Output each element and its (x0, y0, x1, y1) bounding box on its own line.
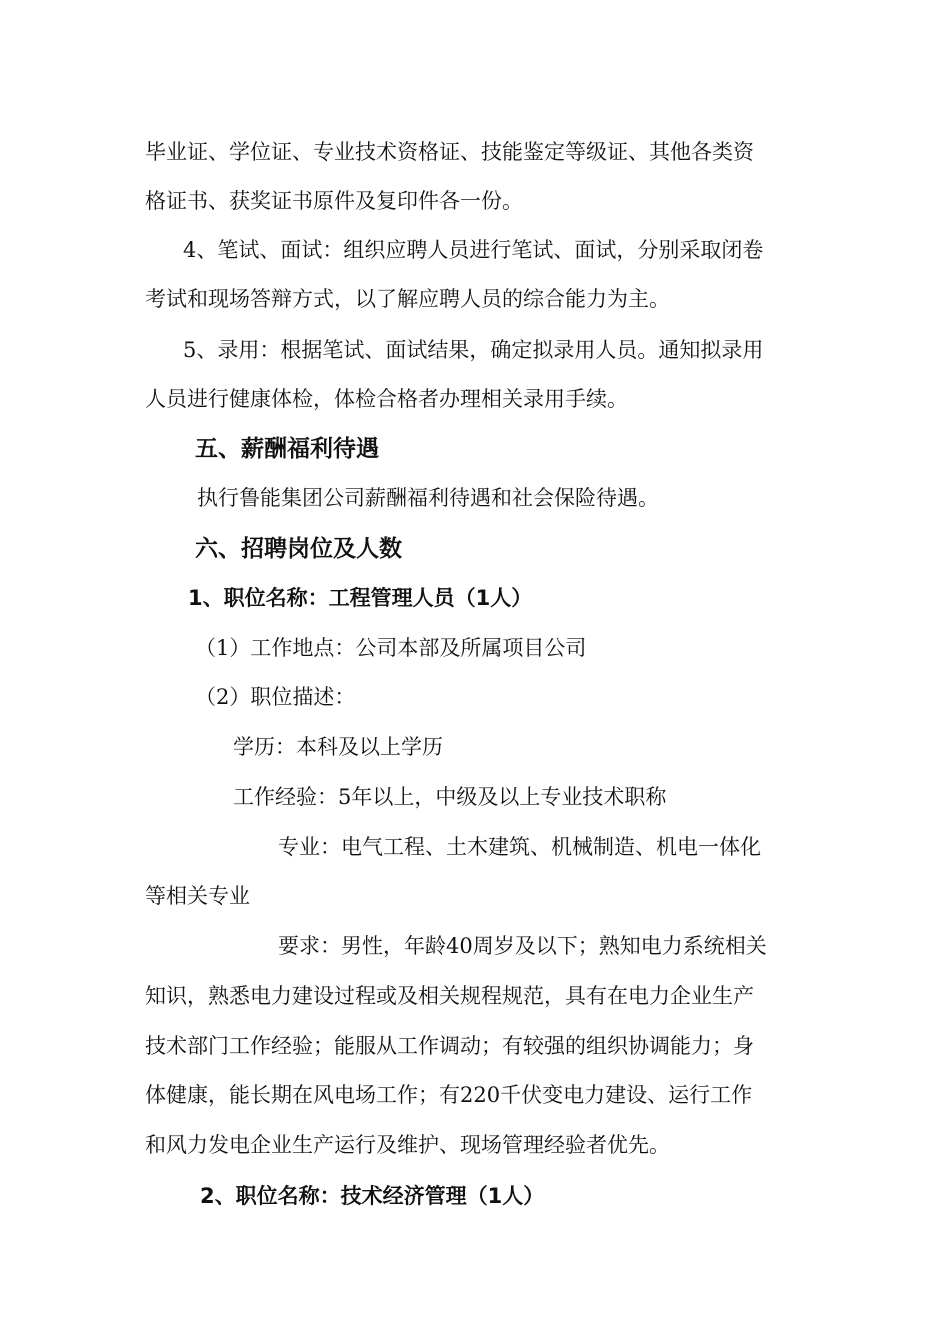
paragraph-line: 等相关专业 (145, 884, 250, 908)
paragraph-line: 4、笔试、面试：组织应聘人员进行笔试、面试，分别采取闭卷 (183, 238, 764, 262)
section-heading-6: 六、招聘岗位及人数 (195, 536, 402, 562)
paragraph-line: 毕业证、学位证、专业技术资格证、技能鉴定等级证、其他各类资 (145, 140, 754, 164)
position-title-1: 1、职位名称：工程管理人员（1人） (188, 586, 533, 610)
paragraph-line: 执行鲁能集团公司薪酬福利待遇和社会保险待遇。 (197, 486, 659, 510)
paragraph-line: （2）职位描述： (195, 685, 356, 709)
paragraph-line: 格证书、获奖证书原件及复印件各一份。 (145, 189, 523, 213)
paragraph-line: 考试和现场答辩方式，以了解应聘人员的综合能力为主。 (145, 287, 670, 311)
paragraph-line: 5、录用：根据笔试、面试结果，确定拟录用人员。通知拟录用 (183, 338, 764, 362)
section-heading-5: 五、薪酬福利待遇 (195, 436, 379, 462)
paragraph-line: （1）工作地点：公司本部及所属项目公司 (195, 636, 587, 660)
position-title-2: 2、职位名称：技术经济管理（1人） (200, 1184, 545, 1208)
paragraph-line: 知识，熟悉电力建设过程或及相关规程规范，具有在电力企业生产 (145, 984, 754, 1008)
paragraph-line: 技术部门工作经验；能服从工作调动；有较强的组织协调能力；身 (145, 1034, 754, 1058)
paragraph-line: 人员进行健康体检，体检合格者办理相关录用手续。 (145, 387, 628, 411)
paragraph-line: 体健康，能长期在风电场工作；有220千伏变电力建设、运行工作 (145, 1083, 753, 1107)
paragraph-line: 专业：电气工程、土木建筑、机械制造、机电一体化 (278, 835, 761, 859)
paragraph-line: 和风力发电企业生产运行及维护、现场管理经验者优先。 (145, 1133, 670, 1157)
paragraph-line: 学历：本科及以上学历 (233, 735, 443, 759)
paragraph-line: 工作经验：5年以上，中级及以上专业技术职称 (233, 785, 667, 809)
paragraph-line: 要求：男性，年龄40周岁及以下；熟知电力系统相关 (278, 934, 767, 958)
